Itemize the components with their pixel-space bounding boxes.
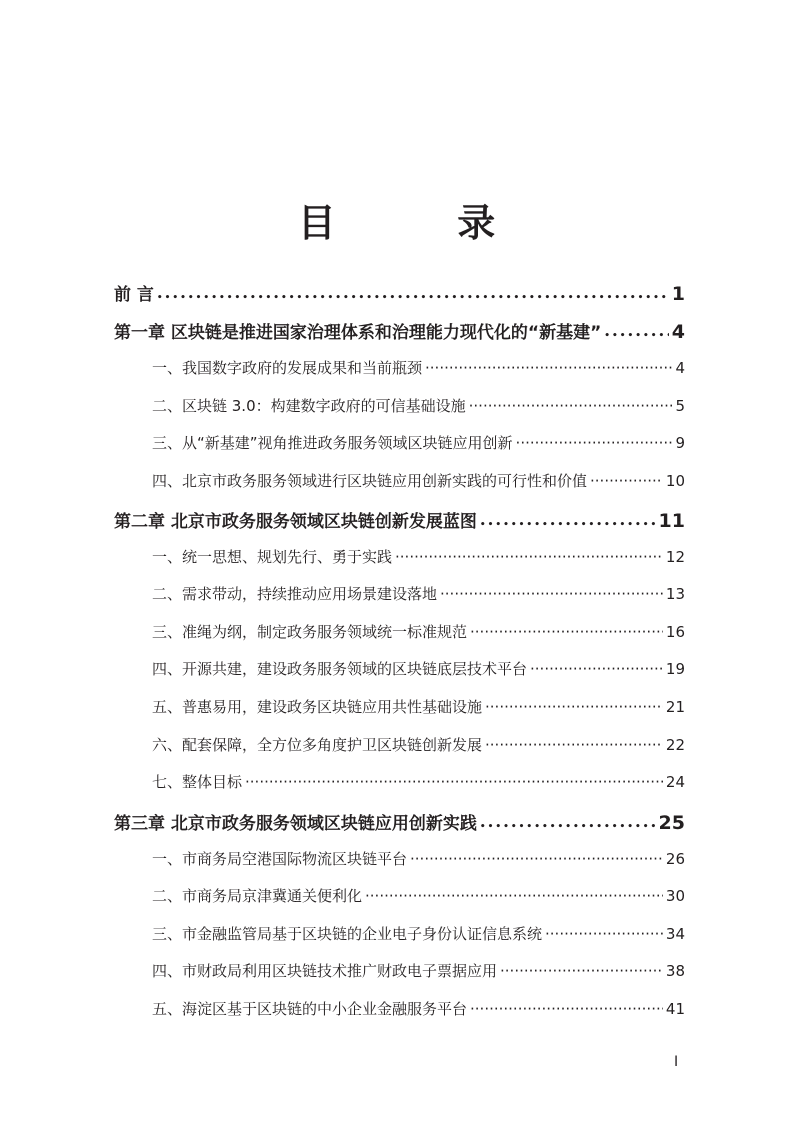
dot-leader bbox=[470, 623, 663, 641]
toc-entry-2-4[interactable] bbox=[152, 658, 685, 679]
toc-entry-label: 前 言 bbox=[114, 285, 154, 305]
toc-entry-page: 13 bbox=[665, 585, 685, 603]
dot-leader bbox=[545, 925, 663, 943]
toc-entry-label: 第二章 北京市政务服务领域区块链创新发展蓝图 bbox=[114, 512, 477, 532]
toc-entry-label: 四、北京市政务服务领域进行区块链应用创新实践的可行性和价值 bbox=[152, 472, 588, 490]
toc-entry-3-5[interactable] bbox=[152, 998, 685, 1019]
dot-leader bbox=[590, 472, 663, 490]
toc-entry-page: 12 bbox=[665, 548, 685, 566]
toc-entry-page: 10 bbox=[665, 472, 685, 490]
toc-entry-label: 一、我国数字政府的发展成果和当前瓶颈 bbox=[152, 359, 423, 377]
toc-entry-page: 41 bbox=[665, 1000, 685, 1018]
toc-entry-3-3[interactable] bbox=[152, 923, 685, 944]
toc-entry-1-3[interactable] bbox=[152, 432, 685, 453]
toc-entry-2-6[interactable] bbox=[152, 734, 685, 755]
toc-entry-label: 七、整体目标 bbox=[152, 773, 243, 791]
toc-entry-1-1[interactable] bbox=[152, 357, 685, 378]
toc-entry-page: 9 bbox=[675, 434, 685, 452]
toc-entry-page: 34 bbox=[665, 925, 685, 943]
toc-entry-label: 第一章 区块链是推进国家治理体系和治理能力现代化的“新基建” bbox=[114, 323, 602, 343]
toc-entry-label: 六、配套保障，全方位多角度护卫区块链创新发展 bbox=[152, 736, 483, 754]
toc-entry-label: 二、市商务局京津冀通关便利化 bbox=[152, 887, 363, 905]
toc-entry-2-7[interactable] bbox=[152, 771, 685, 792]
dot-leader bbox=[245, 773, 663, 791]
toc-entry-label: 五、普惠易用，建设政务区块链应用共性基础设施 bbox=[152, 698, 483, 716]
toc-entry-page: 22 bbox=[665, 736, 685, 754]
page-title: 目 录 bbox=[297, 201, 538, 245]
toc-entry-page: 4 bbox=[671, 321, 685, 343]
toc-entry-page: 19 bbox=[665, 660, 685, 678]
toc-entry-label: 四、开源共建，建设政务服务领域的区块链底层技术平台 bbox=[152, 660, 528, 678]
toc-entry-3-1[interactable] bbox=[152, 848, 685, 869]
toc-entry-page: 30 bbox=[665, 887, 685, 905]
toc-entry-2-2[interactable] bbox=[152, 583, 685, 604]
toc-entry-label: 第三章 北京市政务服务领域区块链应用创新实践 bbox=[114, 814, 477, 834]
toc-entry-1-2[interactable] bbox=[152, 395, 685, 416]
toc-entry-preface[interactable] bbox=[114, 280, 685, 305]
toc-entry-3-2[interactable] bbox=[152, 885, 685, 906]
toc-entry-label: 三、市金融监管局基于区块链的企业电子身份认证信息系统 bbox=[152, 925, 543, 943]
toc-entry-page: 5 bbox=[675, 397, 685, 415]
toc-entry-chapter-2[interactable] bbox=[114, 507, 685, 532]
dot-leader bbox=[470, 1000, 663, 1018]
toc-entry-2-1[interactable] bbox=[152, 546, 685, 567]
dot-leader bbox=[530, 660, 663, 678]
footer-page-number: I bbox=[674, 1054, 679, 1070]
toc-entry-label: 一、市商务局空港国际物流区块链平台 bbox=[152, 850, 408, 868]
toc-entry-chapter-3[interactable] bbox=[114, 809, 685, 834]
dot-leader bbox=[485, 736, 663, 754]
dot-leader bbox=[157, 285, 669, 305]
dot-leader bbox=[425, 359, 672, 377]
toc-entry-page: 26 bbox=[665, 850, 685, 868]
toc-entry-label: 三、准绳为纲，制定政务服务领域统一标准规范 bbox=[152, 623, 468, 641]
toc-entry-label: 三、从“新基建”视角推进政务服务领域区块链应用创新 bbox=[152, 434, 513, 452]
toc-entry-page: 25 bbox=[658, 812, 685, 834]
dot-leader bbox=[410, 850, 663, 868]
toc-entry-label: 一、统一思想、规划先行、勇于实践 bbox=[152, 548, 393, 566]
dot-leader bbox=[604, 323, 669, 343]
toc-entry-page: 4 bbox=[675, 359, 685, 377]
dot-leader bbox=[485, 698, 663, 716]
dot-leader bbox=[395, 548, 663, 566]
toc-entry-label: 五、海淀区基于区块链的中小企业金融服务平台 bbox=[152, 1000, 468, 1018]
dot-leader bbox=[480, 512, 656, 532]
toc-entry-2-3[interactable] bbox=[152, 621, 685, 642]
toc-entry-page: 38 bbox=[665, 962, 685, 980]
dot-leader bbox=[480, 814, 656, 834]
dot-leader bbox=[365, 887, 663, 905]
toc-entry-page: 24 bbox=[665, 773, 685, 791]
toc-entry-label: 二、需求带动，持续推动应用场景建设落地 bbox=[152, 585, 438, 603]
toc-entry-label: 四、市财政局利用区块链技术推广财政电子票据应用 bbox=[152, 962, 498, 980]
dot-leader bbox=[516, 434, 673, 452]
toc-entry-page: 16 bbox=[665, 623, 685, 641]
toc-entry-page: 11 bbox=[658, 510, 685, 532]
dot-leader bbox=[440, 585, 663, 603]
toc-entry-chapter-1[interactable] bbox=[114, 318, 685, 343]
toc-entry-label: 二、区块链 3.0：构建数字政府的可信基础设施 bbox=[152, 397, 466, 415]
dot-leader bbox=[469, 397, 673, 415]
dot-leader bbox=[500, 962, 663, 980]
toc-entry-3-4[interactable] bbox=[152, 960, 685, 981]
toc-entry-2-5[interactable] bbox=[152, 696, 685, 717]
toc-entry-1-4[interactable] bbox=[152, 470, 685, 491]
toc-entry-page: 1 bbox=[671, 283, 685, 305]
toc-entry-page: 21 bbox=[665, 698, 685, 716]
